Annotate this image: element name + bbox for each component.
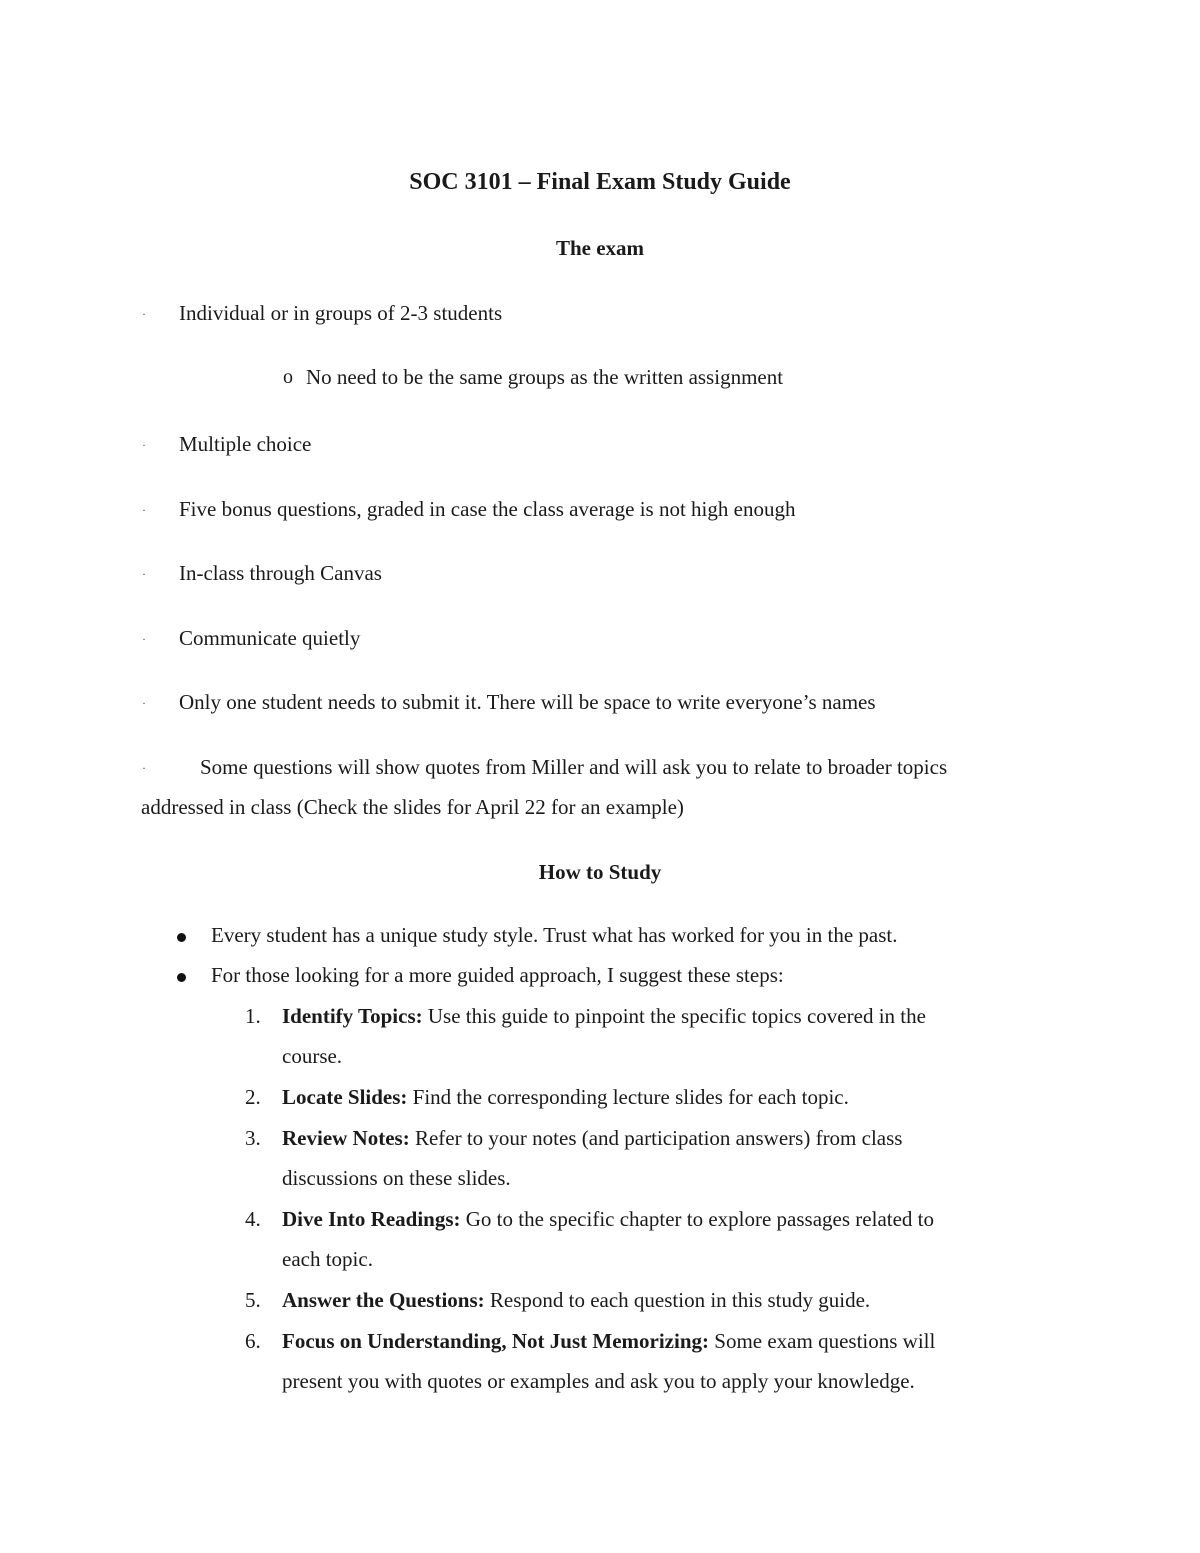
sub-bullet-icon: o (283, 366, 293, 388)
step-number: 2. (245, 1085, 261, 1109)
step-4 (282, 1209, 934, 1230)
step-label: Identify Topics: (282, 1004, 423, 1028)
exam-item-3: Five bonus questions, graded in case the class average is not high enough (179, 497, 796, 521)
step-1 (282, 1006, 926, 1027)
step-text: Refer to your notes (and participation answers) from class (409, 1126, 903, 1150)
step-label: Locate Slides: (282, 1085, 408, 1109)
bullet-dot-icon (177, 933, 186, 942)
document-title: SOC 3101 – Final Exam Study Guide (409, 169, 791, 195)
step-number: 3. (245, 1126, 261, 1150)
exam-item-1: Individual or in groups of 2-3 students (179, 301, 503, 325)
step-label: Dive Into Readings: (282, 1207, 461, 1231)
section-heading-study: How to Study (538, 860, 662, 884)
step-text: Find the corresponding lecture slides for each topic. (407, 1085, 849, 1109)
step-continuation: present you with quotes or examples and ask you to apply your knowledge. (282, 1369, 915, 1393)
step-label: Review Notes: (282, 1126, 410, 1150)
bullet-icon: · (142, 438, 146, 452)
step-label: Answer the Questions: (282, 1288, 485, 1312)
study-bullet-2: For those looking for a more guided approach, I suggest these steps: (211, 963, 784, 987)
step-continuation: course. (282, 1044, 343, 1068)
section-heading-exam: The exam (555, 236, 645, 260)
step-number: 1. (245, 1004, 261, 1028)
bullet-icon: · (142, 307, 146, 321)
exam-item-2: Multiple choice (179, 432, 312, 456)
study-bullet-1: Every student has a unique study style. Trust what has worked for you in the past. (211, 923, 898, 947)
step-number: 6. (245, 1329, 261, 1353)
bullet-icon: · (142, 567, 146, 581)
exam-item-long-line1: Some questions will show quotes from Miller and will ask you to relate to broader topics (200, 755, 948, 779)
step-6 (282, 1331, 935, 1352)
step-text: Some exam questions will (709, 1329, 936, 1353)
bullet-icon: · (142, 632, 146, 646)
step-label: Focus on Understanding, Not Just Memorizing: (282, 1329, 710, 1353)
step-number: 5. (245, 1288, 261, 1312)
bullet-dot-icon (177, 973, 186, 982)
step-continuation: each topic. (282, 1247, 373, 1271)
exam-item-6: Only one student needs to submit it. There will be space to write everyone’s names (179, 690, 876, 714)
step-5 (282, 1290, 870, 1311)
step-text: Go to the specific chapter to explore passages related to (460, 1207, 934, 1231)
step-3 (282, 1128, 902, 1149)
bullet-icon: · (142, 696, 146, 710)
step-2 (282, 1087, 849, 1108)
exam-item-long-line2: addressed in class (Check the slides for April 22 for an example) (141, 795, 684, 819)
exam-item-5: Communicate quietly (179, 626, 361, 650)
step-text: Use this guide to pinpoint the specific topics covered in the (422, 1004, 926, 1028)
step-text: Respond to each question in this study guide. (484, 1288, 871, 1312)
step-continuation: discussions on these slides. (282, 1166, 511, 1190)
bullet-icon: · (142, 503, 146, 517)
exam-sub-item: No need to be the same groups as the written assignment (306, 365, 784, 389)
bullet-icon: · (142, 761, 146, 775)
step-number: 4. (245, 1207, 261, 1231)
exam-item-4: In-class through Canvas (179, 561, 382, 585)
